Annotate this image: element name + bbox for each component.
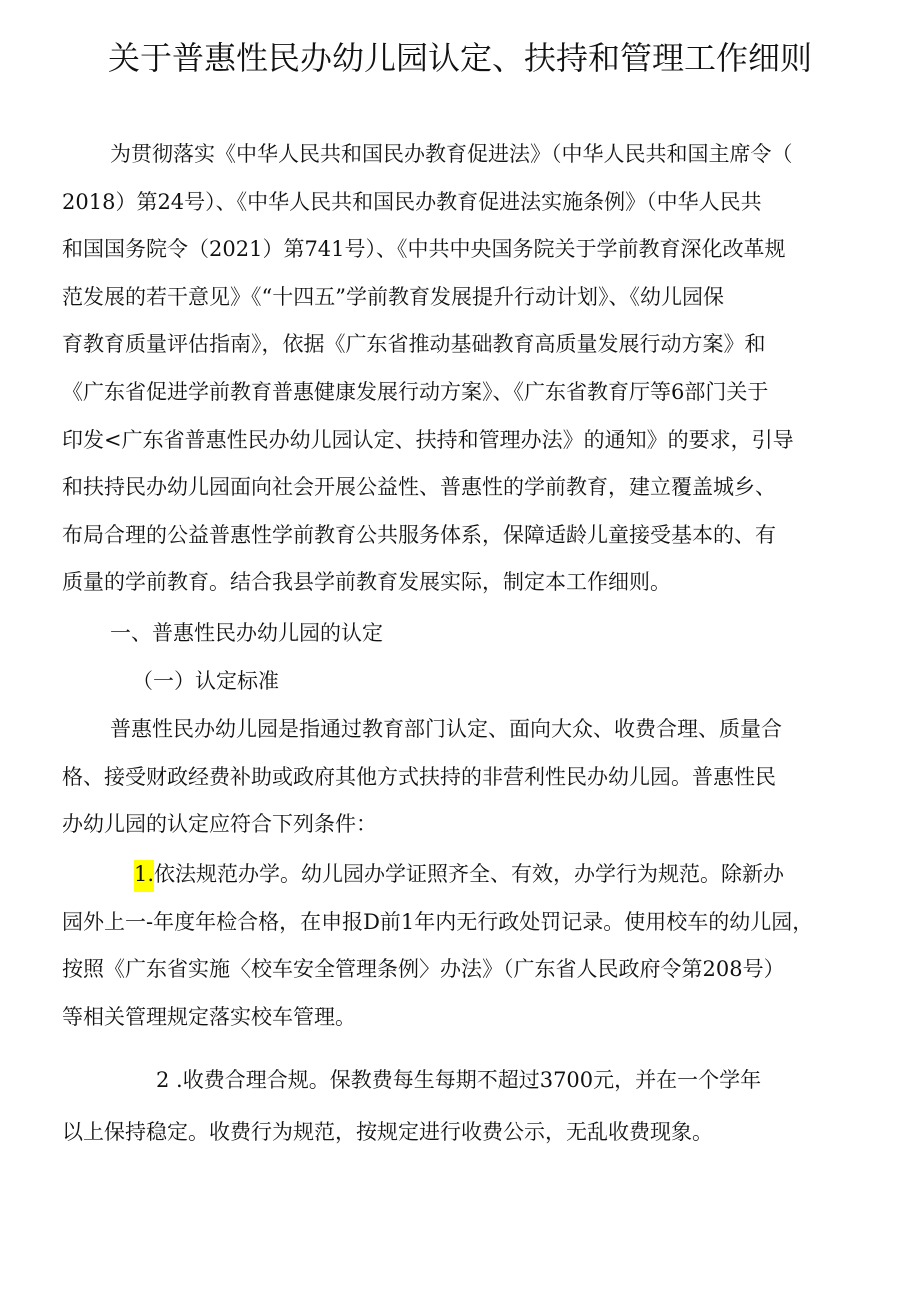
intro-line: 2018）第24号）、《中华人民共和国民办教育促进法实施条例》（中华人民共: [62, 189, 762, 214]
document-title: 关于普惠性民办幼儿园认定、扶持和管理工作细则: [107, 39, 812, 77]
section-heading: 一、普惠性民办幼儿园的认定: [110, 621, 383, 645]
intro-line: 范发展的若干意见》《“十四五”学前教育发展提升行动计划》、《幼儿园保: [62, 284, 724, 309]
item-1-paragraph: [62, 851, 862, 1041]
definition-paragraph: [62, 706, 862, 849]
item-1-number-highlight: 1.: [134, 860, 154, 892]
intro-line: 质量的学前教育。结合我县学前教育发展实际，制定本工作细则。: [62, 570, 671, 595]
item-2-line: 2 .收费合理合规。保教费每生每期不超过3700元，并在一个学年: [156, 1068, 762, 1092]
item-1-first-line: [62, 851, 862, 899]
definition-line: 办幼儿园的认定应符合下列条件：: [62, 812, 377, 837]
item-1-line: 等相关管理规定落实校车管理。: [62, 1004, 356, 1029]
item-1-text: 依法规范办学。幼儿园办学证照齐全、有效，办学行为规范。除新办: [154, 862, 785, 886]
intro-paragraph: [62, 131, 862, 607]
intro-line: 和扶持民办幼儿园面向社会开展公益性、普惠性的学前教育，建立覆盖城乡、: [62, 475, 776, 500]
intro-line: 布局合理的公益普惠性学前教育公共服务体系，保障适龄儿童接受基本的、有: [62, 522, 776, 547]
section-heading-block: [62, 610, 862, 705]
item-1-line: 按照《广东省实施〈校车安全管理条例〉办法》（广东省人民政府令第208号）: [62, 957, 785, 982]
intro-line: 为贯彻落实《中华人民共和国民办教育促进法》（中华人民共和国主席令（: [110, 142, 793, 166]
definition-line: 格、接受财政经费补助或政府其他方式扶持的非营利性民办幼儿园。普惠性民: [62, 764, 776, 789]
item-2-paragraph: [62, 1051, 862, 1157]
item-1-line: 园外上一-年度年检合格，在申报D前1年内无行政处罚记录。使用校车的幼儿园，: [62, 909, 814, 934]
intro-line: 育教育质量评估指南》，依据《广东省推动基础教育高质量发展行动方案》和: [62, 332, 766, 357]
intro-line: 和国国务院令（2021）第741号）、《中共中央国务院关于学前教育深化改革规: [62, 237, 786, 262]
definition-line: 普惠性民办幼儿园是指通过教育部门认定、面向大众、收费合理、质量合: [110, 717, 782, 741]
item-2-line: 以上保持稳定。收费行为规范，按规定进行收费公示，无乱收费现象。: [62, 1120, 713, 1144]
intro-line: 《广东省促进学前教育普惠健康发展行动方案》、《广东省教育厅等6部门关于: [62, 379, 769, 404]
subsection-heading: （一）认定标准: [132, 668, 279, 693]
intro-line: 印发<广东省普惠性民办幼儿园认定、扶持和管理办法》的通知》的要求，引导: [62, 427, 794, 452]
